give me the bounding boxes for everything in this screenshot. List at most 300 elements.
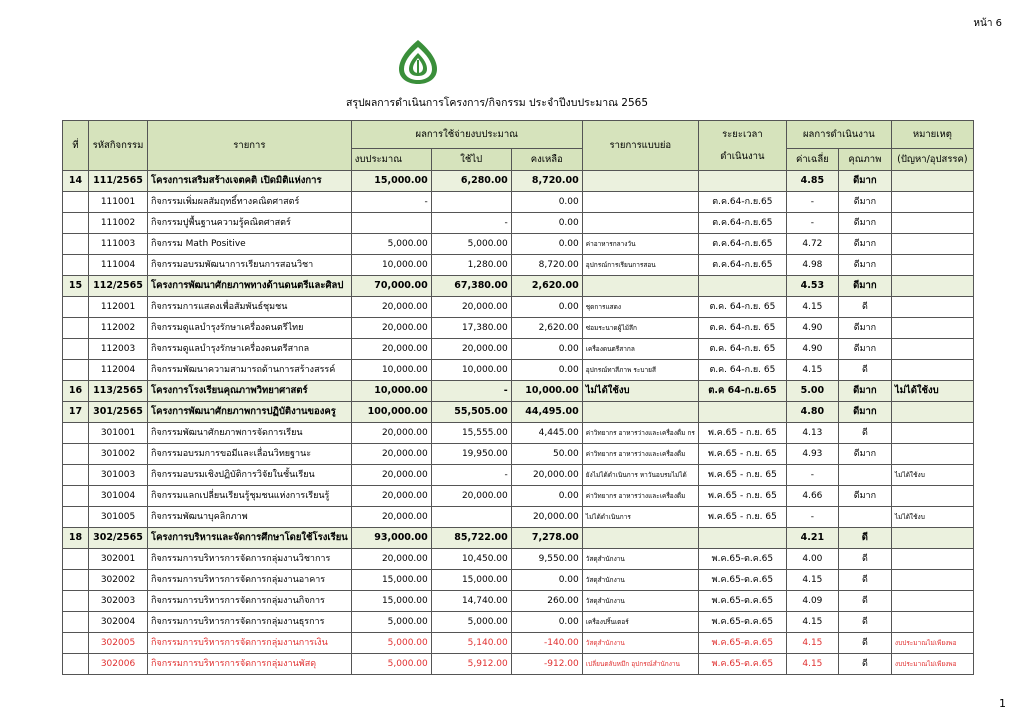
cell-short-items: อุปกรณ์การเรียนการสอน: [582, 255, 698, 276]
cell-used: 15,000.00: [431, 570, 511, 591]
cell-remaining: 0.00: [511, 360, 582, 381]
cell-budget: 20,000.00: [351, 318, 431, 339]
cell-code: 111002: [89, 213, 148, 234]
cell-remaining: 8,720.00: [511, 255, 582, 276]
cell-remaining: 8,720.00: [511, 171, 582, 192]
activity-row: [63, 360, 974, 381]
cell-period: [698, 402, 786, 423]
cell-item: กิจกรรมอบรมการขอมีและเลื่อนวิทยฐานะ: [148, 444, 352, 465]
cell-remaining: -140.00: [511, 633, 582, 654]
cell-code: 112001: [89, 297, 148, 318]
cell-short-items: วัสดุสำนักงาน: [582, 633, 698, 654]
cell-used: 5,140.00: [431, 633, 511, 654]
cell-budget: 20,000.00: [351, 423, 431, 444]
project-row: [63, 381, 974, 402]
cell-short-items: ค่าวิทยากร อาหารว่างและเครื่องดื่ม กร: [582, 423, 698, 444]
cell-item: โครงการเสริมสร้างเจตคติ เปิดมิติแห่งการ: [148, 171, 352, 192]
cell-period: พ.ค.65 - ก.ย. 65: [698, 423, 786, 444]
cell-item: กิจกรรมการบริหารการจัดการกลุ่มงานอาคาร: [148, 570, 352, 591]
activity-row: [63, 633, 974, 654]
document-title: [0, 94, 1024, 111]
activity-row: [63, 213, 974, 234]
cell-average: 4.90: [786, 318, 838, 339]
cell-remark: ไม่ได้ใช้งบ: [891, 381, 973, 402]
cell-budget: 15,000.00: [351, 171, 431, 192]
cell-period: ต.ค.64-ก.ย.65: [698, 192, 786, 213]
cell-item: กิจกรรมการบริหารการจัดการกลุ่มงานพัสดุ: [148, 654, 352, 675]
cell-item: โครงการพัฒนาศักยภาพทางด้านดนตรีและศิลป: [148, 276, 352, 297]
cell-code: 302005: [89, 633, 148, 654]
cell-remark: ไม่ได้ใช้งบ: [891, 465, 973, 486]
cell-code: 302/2565: [89, 528, 148, 549]
cell-used: 14,740.00: [431, 591, 511, 612]
header-average: ค่าเฉลี่ย: [786, 149, 838, 171]
cell-code: 302001: [89, 549, 148, 570]
cell-budget: 10,000.00: [351, 255, 431, 276]
cell-used: -: [431, 381, 511, 402]
header-quality: คุณภาพ: [838, 149, 891, 171]
header-item: รายการ: [148, 121, 352, 171]
cell-used: 5,000.00: [431, 612, 511, 633]
header-period-line1: ระยะเวลา: [722, 128, 763, 140]
header-remark-sub: (ปัญหา/อุปสรรค): [891, 149, 973, 171]
cell-remark: [891, 549, 973, 570]
cell-period: ต.ค. 64-ก.ย. 65: [698, 339, 786, 360]
cell-short-items: วัสดุสำนักงาน: [582, 549, 698, 570]
cell-period: พ.ค.65 - ก.ย. 65: [698, 486, 786, 507]
cell-short-items: วัสดุสำนักงาน: [582, 591, 698, 612]
cell-remark: [891, 192, 973, 213]
corner-mark: 1: [999, 697, 1006, 710]
cell-average: 4.13: [786, 423, 838, 444]
cell-quality: ดี: [838, 654, 891, 675]
cell-remark: ไม่ได้ใช้งบ: [891, 507, 973, 528]
cell-item: กิจกรรมพัฒนาความสามารถด้านการสร้างสรรค์: [148, 360, 352, 381]
cell-code: 302006: [89, 654, 148, 675]
cell-remaining: 2,620.00: [511, 276, 582, 297]
cell-short-items: [582, 402, 698, 423]
cell-code: 301003: [89, 465, 148, 486]
page-number: หน้า 6: [973, 18, 1002, 29]
cell-used: 10,000.00: [431, 360, 511, 381]
cell-short-items: ค่าวิทยากร อาหารว่างและเครื่องดื่ม: [582, 444, 698, 465]
activity-row: [63, 297, 974, 318]
cell-item: กิจกรรมอบรมพัฒนาการเรียนการสอนวิชา: [148, 255, 352, 276]
cell-no: 14: [63, 171, 89, 192]
cell-code: 112003: [89, 339, 148, 360]
cell-budget: 93,000.00: [351, 528, 431, 549]
table-body: [63, 171, 974, 675]
activity-row: [63, 192, 974, 213]
cell-short-items: เปลี่ยนตลับหมึก อุปกรณ์สำนักงาน: [582, 654, 698, 675]
cell-quality: ดีมาก: [838, 318, 891, 339]
activity-row: [63, 339, 974, 360]
cell-item: กิจกรรมพัฒนาบุคลิกภาพ: [148, 507, 352, 528]
cell-average: -: [786, 213, 838, 234]
cell-no: [63, 213, 89, 234]
cell-period: พ.ค.65-ต.ค.65: [698, 591, 786, 612]
header-no: ที่: [63, 121, 89, 171]
cell-average: 4.15: [786, 612, 838, 633]
cell-remark: งบประมาณไม่เพียงพอ: [891, 633, 973, 654]
cell-quality: ดี: [838, 297, 891, 318]
cell-period: พ.ค.65-ต.ค.65: [698, 612, 786, 633]
cell-quality: ดีมาก: [838, 381, 891, 402]
cell-used: 15,555.00: [431, 423, 511, 444]
header-short-items: รายการแบบย่อ: [582, 121, 698, 171]
cell-short-items: เครื่องปริ้นเตอร์: [582, 612, 698, 633]
cell-item: โครงการโรงเรียนคุณภาพวิทยาศาสตร์: [148, 381, 352, 402]
cell-remaining: 0.00: [511, 612, 582, 633]
cell-remark: [891, 339, 973, 360]
cell-item: กิจกรรมแลกเปลี่ยนเรียนรู้ชุมชนแห่งการเรียนรู้: [148, 486, 352, 507]
cell-remark: งบประมาณไม่เพียงพอ: [891, 654, 973, 675]
cell-remark: [891, 255, 973, 276]
cell-code: 301005: [89, 507, 148, 528]
cell-item: กิจกรรม Math Positive: [148, 234, 352, 255]
cell-average: 4.15: [786, 570, 838, 591]
cell-short-items: ค่าอาหารกลางวัน: [582, 234, 698, 255]
cell-budget: 100,000.00: [351, 402, 431, 423]
cell-no: 18: [63, 528, 89, 549]
cell-remark: [891, 360, 973, 381]
cell-budget: 5,000.00: [351, 654, 431, 675]
cell-average: 4.66: [786, 486, 838, 507]
cell-period: พ.ค.65 - ก.ย. 65: [698, 465, 786, 486]
cell-period: [698, 276, 786, 297]
cell-remark: [891, 444, 973, 465]
cell-item: กิจกรรมการบริหารการจัดการกลุ่มงานกิจการ: [148, 591, 352, 612]
cell-used: 5,000.00: [431, 234, 511, 255]
cell-budget: 15,000.00: [351, 570, 431, 591]
activity-row: [63, 423, 974, 444]
cell-period: ต.ค. 64-ก.ย. 65: [698, 360, 786, 381]
cell-budget: 20,000.00: [351, 339, 431, 360]
cell-average: 4.09: [786, 591, 838, 612]
cell-average: -: [786, 507, 838, 528]
cell-remaining: 2,620.00: [511, 318, 582, 339]
cell-code: 111003: [89, 234, 148, 255]
cell-remark: [891, 297, 973, 318]
cell-period: พ.ค.65 - ก.ย. 65: [698, 507, 786, 528]
header-remaining: คงเหลือ: [511, 149, 582, 171]
cell-used: 19,950.00: [431, 444, 511, 465]
cell-remaining: -912.00: [511, 654, 582, 675]
cell-remaining: 260.00: [511, 591, 582, 612]
cell-short-items: [582, 192, 698, 213]
cell-used: -: [431, 213, 511, 234]
cell-used: 55,505.00: [431, 402, 511, 423]
cell-no: [63, 486, 89, 507]
cell-period: ต.ค. 64-ก.ย. 65: [698, 318, 786, 339]
cell-quality: ดีมาก: [838, 339, 891, 360]
cell-quality: ดี: [838, 612, 891, 633]
activity-row: [63, 486, 974, 507]
cell-code: 302003: [89, 591, 148, 612]
cell-item: กิจกรรมการบริหารการจัดการกลุ่มงานวิชาการ: [148, 549, 352, 570]
cell-remaining: 0.00: [511, 486, 582, 507]
cell-quality: [838, 507, 891, 528]
project-row: [63, 171, 974, 192]
cell-remark: [891, 402, 973, 423]
cell-used: 85,722.00: [431, 528, 511, 549]
cell-no: [63, 318, 89, 339]
cell-remark: [891, 423, 973, 444]
cell-no: [63, 297, 89, 318]
title-text: สรุปผลการดำเนินการโครงการ/กิจกรรม ประจำปีงบประมาณ 2565: [345, 97, 649, 109]
cell-quality: ดีมาก: [838, 171, 891, 192]
cell-average: 5.00: [786, 381, 838, 402]
cell-period: ต.ค 64-ก.ย.65: [698, 381, 786, 402]
cell-remaining: 0.00: [511, 213, 582, 234]
cell-no: [63, 444, 89, 465]
school-logo-icon: [396, 38, 440, 86]
cell-short-items: [582, 276, 698, 297]
cell-remark: [891, 276, 973, 297]
activity-row: [63, 255, 974, 276]
cell-code: 112004: [89, 360, 148, 381]
cell-remaining: 20,000.00: [511, 465, 582, 486]
cell-budget: -: [351, 192, 431, 213]
cell-code: 301/2565: [89, 402, 148, 423]
cell-item: โครงการพัฒนาศักยภาพการปฏิบัติงานของครู: [148, 402, 352, 423]
cell-remaining: 0.00: [511, 234, 582, 255]
cell-no: 15: [63, 276, 89, 297]
cell-no: [63, 570, 89, 591]
cell-used: 6,280.00: [431, 171, 511, 192]
cell-used: 17,380.00: [431, 318, 511, 339]
activity-row: [63, 444, 974, 465]
cell-quality: ดี: [838, 570, 891, 591]
cell-budget: 10,000.00: [351, 360, 431, 381]
cell-item: กิจกรรมการบริหารการจัดการกลุ่มงานธุรการ: [148, 612, 352, 633]
cell-budget: 5,000.00: [351, 633, 431, 654]
cell-budget: 5,000.00: [351, 612, 431, 633]
project-summary-table: [62, 120, 974, 675]
cell-period: พ.ค.65 - ก.ย. 65: [698, 444, 786, 465]
cell-no: [63, 339, 89, 360]
cell-no: [63, 255, 89, 276]
cell-item: กิจกรรมเพิ่มผลสัมฤทธิ์ทางคณิตศาสตร์: [148, 192, 352, 213]
cell-item: กิจกรรมปูพื้นฐานความรู้คณิตศาสตร์: [148, 213, 352, 234]
cell-short-items: ซ่อมระนาดผู้ไม้ลึก: [582, 318, 698, 339]
cell-used: 1,280.00: [431, 255, 511, 276]
cell-remark: [891, 528, 973, 549]
cell-remark: [891, 318, 973, 339]
cell-remark: [891, 570, 973, 591]
cell-remark: [891, 591, 973, 612]
cell-used: 5,912.00: [431, 654, 511, 675]
cell-no: [63, 654, 89, 675]
header-budget-result: ผลการใช้จ่ายงบประมาณ: [351, 121, 582, 149]
cell-no: 16: [63, 381, 89, 402]
cell-used: -: [431, 465, 511, 486]
cell-budget: 20,000.00: [351, 486, 431, 507]
cell-used: 10,450.00: [431, 549, 511, 570]
cell-remaining: 0.00: [511, 339, 582, 360]
cell-no: [63, 423, 89, 444]
cell-code: 112/2565: [89, 276, 148, 297]
cell-budget: 20,000.00: [351, 444, 431, 465]
cell-quality: ดีมาก: [838, 402, 891, 423]
cell-remaining: 0.00: [511, 192, 582, 213]
cell-quality: ดีมาก: [838, 486, 891, 507]
cell-average: 4.15: [786, 633, 838, 654]
header-remark: หมายเหตุ: [891, 121, 973, 149]
cell-remark: [891, 171, 973, 192]
cell-period: พ.ค.65-ต.ค.65: [698, 570, 786, 591]
cell-code: 111004: [89, 255, 148, 276]
cell-average: 4.15: [786, 297, 838, 318]
cell-remark: [891, 486, 973, 507]
header-period-line2: ดำเนินงาน: [720, 150, 765, 162]
activity-row: [63, 507, 974, 528]
activity-row: [63, 465, 974, 486]
cell-quality: ดี: [838, 633, 891, 654]
cell-used: 20,000.00: [431, 486, 511, 507]
cell-quality: ดี: [838, 360, 891, 381]
cell-average: 4.72: [786, 234, 838, 255]
cell-average: 4.21: [786, 528, 838, 549]
header-code: รหัสกิจกรรม: [89, 121, 148, 171]
project-row: [63, 402, 974, 423]
cell-quality: ดีมาก: [838, 444, 891, 465]
cell-short-items: เครื่องดนตรีสากล: [582, 339, 698, 360]
cell-remark: [891, 234, 973, 255]
cell-average: 4.98: [786, 255, 838, 276]
cell-short-items: วัสดุสำนักงาน: [582, 570, 698, 591]
cell-code: 113/2565: [89, 381, 148, 402]
cell-no: [63, 549, 89, 570]
cell-remaining: 50.00: [511, 444, 582, 465]
cell-short-items: ยังไม่ได้ดำเนินการ หาวันอบรมไม่ได้: [582, 465, 698, 486]
cell-period: [698, 171, 786, 192]
cell-average: 4.85: [786, 171, 838, 192]
cell-average: 4.00: [786, 549, 838, 570]
cell-average: 4.15: [786, 360, 838, 381]
cell-remaining: 7,278.00: [511, 528, 582, 549]
cell-remaining: 9,550.00: [511, 549, 582, 570]
cell-average: 4.53: [786, 276, 838, 297]
activity-row: [63, 654, 974, 675]
cell-average: 4.93: [786, 444, 838, 465]
cell-item: กิจกรรมอบรมเชิงปฏิบัติการวิจัยในชั้นเรียน: [148, 465, 352, 486]
cell-used: 20,000.00: [431, 339, 511, 360]
cell-budget: 20,000.00: [351, 507, 431, 528]
cell-budget: 70,000.00: [351, 276, 431, 297]
cell-budget: [351, 213, 431, 234]
cell-no: [63, 234, 89, 255]
cell-item: กิจกรรมดูแลบำรุงรักษาเครื่องดนตรีสากล: [148, 339, 352, 360]
cell-short-items: ไม่ได้ใช้งบ: [582, 381, 698, 402]
activity-row: [63, 612, 974, 633]
cell-quality: ดี: [838, 423, 891, 444]
activity-row: [63, 591, 974, 612]
cell-remark: [891, 612, 973, 633]
cell-period: พ.ค.65-ต.ค.65: [698, 654, 786, 675]
cell-remark: [891, 213, 973, 234]
cell-used: 67,380.00: [431, 276, 511, 297]
cell-code: 301002: [89, 444, 148, 465]
cell-period: ต.ค.64-ก.ย.65: [698, 213, 786, 234]
cell-budget: 20,000.00: [351, 465, 431, 486]
cell-item: กิจกรรมพัฒนาศักยภาพการจัดการเรียน: [148, 423, 352, 444]
cell-period: ต.ค. 64-ก.ย. 65: [698, 297, 786, 318]
cell-code: 302004: [89, 612, 148, 633]
cell-short-items: [582, 171, 698, 192]
cell-quality: ดีมาก: [838, 234, 891, 255]
cell-no: [63, 192, 89, 213]
cell-code: 112002: [89, 318, 148, 339]
cell-item: กิจกรรมดูแลบำรุงรักษาเครื่องดนตรีไทย: [148, 318, 352, 339]
cell-budget: 20,000.00: [351, 549, 431, 570]
cell-period: ต.ค.64-ก.ย.65: [698, 234, 786, 255]
cell-remaining: 44,495.00: [511, 402, 582, 423]
cell-quality: ดีมาก: [838, 192, 891, 213]
cell-average: -: [786, 465, 838, 486]
cell-quality: [838, 465, 891, 486]
cell-remaining: 0.00: [511, 297, 582, 318]
cell-short-items: ชุดการแสดง: [582, 297, 698, 318]
activity-row: [63, 570, 974, 591]
project-row: [63, 276, 974, 297]
cell-code: 301004: [89, 486, 148, 507]
cell-average: 4.80: [786, 402, 838, 423]
cell-short-items: [582, 213, 698, 234]
cell-budget: 10,000.00: [351, 381, 431, 402]
cell-quality: ดี: [838, 591, 891, 612]
header-period: [698, 121, 786, 171]
header-budget: งบประมาณ: [351, 149, 431, 171]
cell-short-items: ค่าวิทยากร อาหารว่างและเครื่องดื่ม: [582, 486, 698, 507]
cell-remaining: 0.00: [511, 570, 582, 591]
cell-code: 302002: [89, 570, 148, 591]
cell-used: [431, 507, 511, 528]
activity-row: [63, 549, 974, 570]
cell-code: 111001: [89, 192, 148, 213]
project-row: [63, 528, 974, 549]
cell-no: [63, 507, 89, 528]
cell-period: ต.ค.64-ก.ย.65: [698, 255, 786, 276]
cell-budget: 20,000.00: [351, 297, 431, 318]
cell-no: [63, 465, 89, 486]
cell-code: 111/2565: [89, 171, 148, 192]
cell-no: [63, 612, 89, 633]
header-used: ใช้ไป: [431, 149, 511, 171]
cell-average: -: [786, 192, 838, 213]
activity-row: [63, 318, 974, 339]
cell-quality: ดีมาก: [838, 276, 891, 297]
cell-quality: ดีมาก: [838, 255, 891, 276]
cell-used: 20,000.00: [431, 297, 511, 318]
cell-average: 4.90: [786, 339, 838, 360]
cell-quality: ดี: [838, 528, 891, 549]
cell-quality: ดี: [838, 549, 891, 570]
cell-item: กิจกรรมการแสดงเพื่อสัมพันธ์ชุมชน: [148, 297, 352, 318]
cell-short-items: ไม่ได้ดำเนินการ: [582, 507, 698, 528]
cell-no: [63, 633, 89, 654]
cell-budget: 5,000.00: [351, 234, 431, 255]
cell-quality: ดีมาก: [838, 213, 891, 234]
cell-code: 301001: [89, 423, 148, 444]
activity-row: [63, 234, 974, 255]
cell-no: [63, 591, 89, 612]
cell-period: พ.ค.65-ต.ค.65: [698, 549, 786, 570]
cell-average: 4.15: [786, 654, 838, 675]
cell-item: โครงการบริหารและจัดการศึกษาโดยใช้โรงเรียน: [148, 528, 352, 549]
cell-item: กิจกรรมการบริหารการจัดการกลุ่มงานการเงิน: [148, 633, 352, 654]
cell-no: [63, 360, 89, 381]
